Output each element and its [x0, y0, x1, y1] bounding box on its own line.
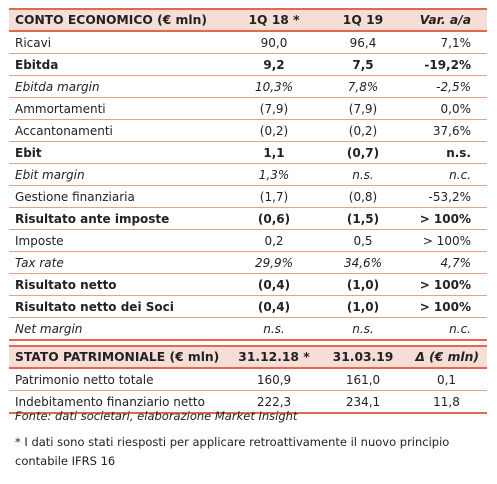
table-row [9, 54, 487, 76]
row-value-var: -2,5% [406, 76, 487, 98]
row-value-delta: 11,8 [406, 391, 487, 414]
table-row [9, 274, 487, 296]
row-value-1q18: (0,2) [228, 120, 320, 142]
row-value-var: > 100% [406, 230, 487, 252]
table-row [9, 296, 487, 318]
row-value-1q18: 0,2 [228, 230, 320, 252]
row-value-1q18: 90,0 [228, 31, 320, 54]
row-label: Imposte [9, 230, 228, 252]
row-value-var: > 100% [406, 208, 487, 230]
footnote: * I dati sono stati riesposti per applicare retroattivamente il nuovo principio contabile IFRS 16 [15, 435, 450, 468]
table-row [9, 142, 487, 164]
balance-header-310319: 31.03.19 [320, 346, 406, 368]
row-label: Gestione finanziaria [9, 186, 228, 208]
row-value-1q19: n.s. [320, 164, 406, 186]
row-value-1q19: 96,4 [320, 31, 406, 54]
row-value-1q19: 0,5 [320, 230, 406, 252]
balance-header-delta: Δ (€ mln) [406, 346, 487, 368]
income-header-row [9, 9, 487, 31]
row-value-1q18: (0,6) [228, 208, 320, 230]
row-value-1q19: (0,2) [320, 120, 406, 142]
row-value-1q18: (0,4) [228, 274, 320, 296]
balance-header-label: STATO PATRIMONIALE (€ mln) [9, 346, 228, 368]
income-header-1q19: 1Q 19 [320, 9, 406, 31]
row-label: Ebitda [9, 54, 228, 76]
income-statement-table [9, 8, 487, 341]
income-header-label: CONTO ECONOMICO (€ mln) [9, 9, 228, 31]
row-value-1q18: 10,3% [228, 76, 320, 98]
table-row [9, 164, 487, 186]
row-value-1q19: n.s. [320, 318, 406, 341]
row-value-1q19: (7,9) [320, 98, 406, 120]
table-row [9, 208, 487, 230]
table-row [9, 120, 487, 142]
row-value-var: 7,1% [406, 31, 487, 54]
row-value-1q19: 7,5 [320, 54, 406, 76]
row-value-310319: 234,1 [320, 391, 406, 414]
balance-header-row [9, 346, 487, 368]
table-row [9, 76, 487, 98]
row-value-310319: 161,0 [320, 368, 406, 391]
income-header-var: Var. a/a [406, 9, 487, 31]
row-value-1q18: 1,1 [228, 142, 320, 164]
row-value-1q18: (0,4) [228, 296, 320, 318]
row-value-1q18: 9,2 [228, 54, 320, 76]
row-value-var: > 100% [406, 274, 487, 296]
row-label: Risultato ante imposte [9, 208, 228, 230]
table-row [9, 252, 487, 274]
row-value-var: n.c. [406, 164, 487, 186]
row-value-1q18: n.s. [228, 318, 320, 341]
row-value-1q18: (1,7) [228, 186, 320, 208]
row-label: Ebit margin [9, 164, 228, 186]
row-value-1q19: (0,7) [320, 142, 406, 164]
row-label: Ammortamenti [9, 98, 228, 120]
row-value-1q18: 29,9% [228, 252, 320, 274]
row-value-1q19: (1,0) [320, 274, 406, 296]
row-value-1q19: (1,5) [320, 208, 406, 230]
row-label: Indebitamento finanziario netto [9, 391, 228, 414]
row-label: Tax rate [9, 252, 228, 274]
row-value-var: > 100% [406, 296, 487, 318]
row-label: Ebit [9, 142, 228, 164]
row-value-1q19: 7,8% [320, 76, 406, 98]
income-header-1q18: 1Q 18 * [228, 9, 320, 31]
table-row [9, 318, 487, 341]
row-value-1q19: 34,6% [320, 252, 406, 274]
table-row [9, 186, 487, 208]
row-value-1q19: (0,8) [320, 186, 406, 208]
row-value-var: -19,2% [406, 54, 487, 76]
row-label: Patrimonio netto totale [9, 368, 228, 391]
row-value-var: 37,6% [406, 120, 487, 142]
row-value-var: -53,2% [406, 186, 487, 208]
row-value-1q19: (1,0) [320, 296, 406, 318]
row-value-var: n.c. [406, 318, 487, 341]
table-row [9, 98, 487, 120]
balance-sheet-table [9, 345, 487, 414]
row-label: Risultato netto [9, 274, 228, 296]
table-row [9, 31, 487, 54]
row-label: Accantonamenti [9, 120, 228, 142]
row-value-var: 0,0% [406, 98, 487, 120]
row-label: Ricavi [9, 31, 228, 54]
row-value-var: 4,7% [406, 252, 487, 274]
row-label: Ebitda margin [9, 76, 228, 98]
row-value-311218: 160,9 [228, 368, 320, 391]
row-label: Net margin [9, 318, 228, 341]
row-value-311218: 222,3 [228, 391, 320, 414]
row-value-delta: 0,1 [406, 368, 487, 391]
balance-header-311218: 31.12.18 * [228, 346, 320, 368]
row-value-var: n.s. [406, 142, 487, 164]
table-row [9, 230, 487, 252]
table-row [9, 368, 487, 391]
row-value-1q18: 1,3% [228, 164, 320, 186]
row-value-1q18: (7,9) [228, 98, 320, 120]
row-label: Risultato netto dei Soci [9, 296, 228, 318]
source-note: Fonte: dati societari, elaborazione Market Insight [15, 409, 298, 423]
